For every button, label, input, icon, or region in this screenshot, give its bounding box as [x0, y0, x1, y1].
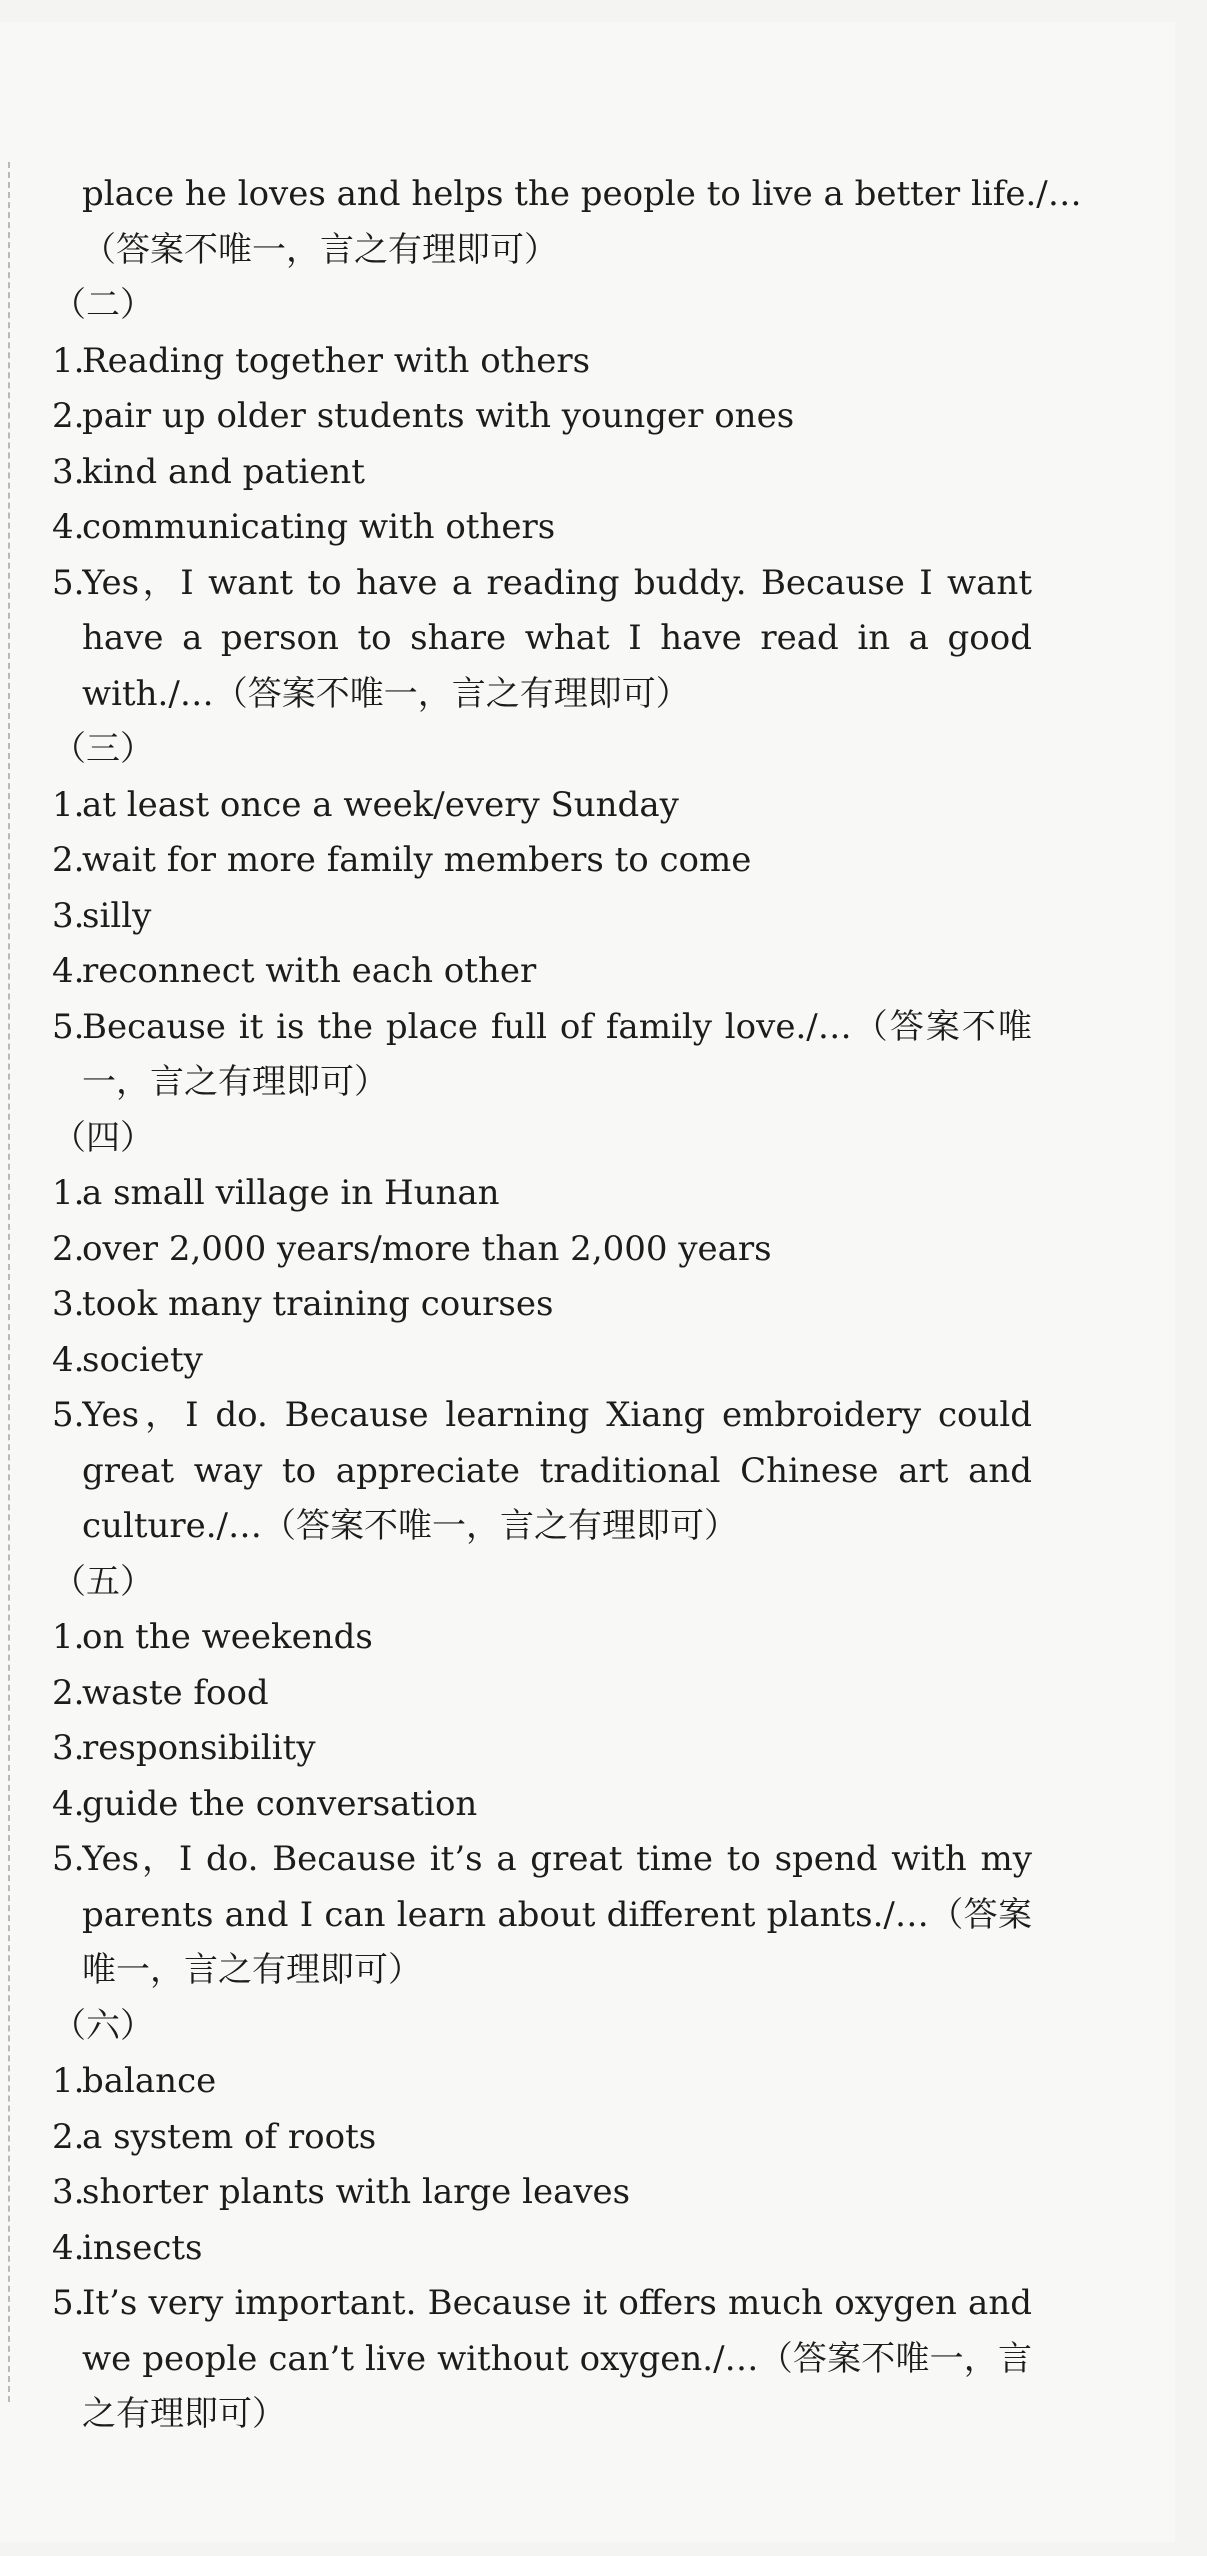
answer-item	[52, 889, 1032, 945]
answer-text: place he loves and helps the people to live a better life./…	[82, 174, 1082, 214]
answer-number: 4.	[52, 1783, 85, 1824]
section-heading	[52, 1555, 1032, 1611]
dashed-cut-line	[8, 162, 10, 2402]
answer-text: culture./…（答案不唯一，言之有理即可）	[82, 1506, 739, 1546]
answer-continuation	[52, 1943, 1032, 1999]
answer-number: 1.	[52, 1173, 85, 1213]
answer-number: 3.	[52, 895, 85, 936]
answer-text: have a person to share what I have read in a good	[82, 618, 1032, 658]
answer-text: took many training courses	[82, 1284, 554, 1324]
answer-item	[52, 445, 1032, 501]
answer-item	[52, 1388, 1032, 1444]
section-heading	[52, 1111, 1032, 1167]
answer-text: balance	[82, 2061, 217, 2101]
answer-item	[52, 944, 1032, 1000]
answer-number: 2.	[52, 2116, 85, 2157]
answer-item	[52, 2276, 1032, 2332]
answer-continuation	[52, 1444, 1032, 1500]
answer-continuation	[52, 1499, 1032, 1555]
answer-item	[52, 1277, 1032, 1333]
answer-text: society	[82, 1339, 203, 1380]
answer-continuation	[52, 223, 1032, 279]
section-label: （六）	[52, 2005, 154, 2046]
answer-number: 5.	[52, 1395, 85, 1435]
answer-text: It’s very important. Because it offers much oxygen and	[82, 2283, 1032, 2323]
answer-text: 唯一，言之有理即可）	[82, 1950, 422, 1990]
answer-text: a system of roots	[82, 2116, 377, 2157]
answer-text: Yes，I do. Because it’s a great time to spend with my	[82, 1839, 1032, 1879]
answer-number: 5.	[52, 1839, 85, 1879]
answer-item	[52, 334, 1032, 390]
answer-text: Reading together with others	[82, 340, 591, 381]
answer-number: 1.	[52, 1617, 85, 1657]
section-heading	[52, 278, 1032, 334]
answer-number: 1.	[52, 2061, 85, 2101]
answer-number: 4.	[52, 507, 85, 547]
answer-continuation	[52, 1055, 1032, 1111]
answer-text: reconnect with each other	[82, 951, 537, 991]
answer-number: 4.	[52, 2227, 85, 2268]
answer-continuation	[52, 167, 1082, 223]
answer-number: 2.	[52, 396, 85, 436]
answer-number: 5.	[52, 562, 85, 603]
answer-item	[52, 833, 1032, 889]
answer-text: Because it is the place full of family love./…（答案不唯	[82, 1006, 1032, 1047]
answer-number: 1.	[52, 340, 85, 381]
answer-number: 2.	[52, 840, 85, 880]
answer-item	[52, 556, 1032, 612]
answer-item	[52, 2110, 1032, 2166]
answer-number: 2.	[52, 1672, 85, 1713]
answer-number: 5.	[52, 1006, 85, 1047]
answer-text: with./…（答案不唯一，言之有理即可）	[82, 673, 690, 714]
answer-item	[52, 389, 1032, 445]
answer-text: waste food	[82, 1672, 269, 1713]
answer-sheet	[0, 22, 1175, 2542]
answer-number: 5.	[52, 2283, 85, 2323]
answer-item	[52, 1610, 1032, 1666]
answer-text: insects	[82, 2227, 203, 2268]
answer-text: parents and I can learn about different plants./…（答案	[82, 1894, 1032, 1935]
answer-number: 1.	[52, 784, 85, 825]
section-label: （四）	[52, 1117, 154, 1158]
answer-text: guide the conversation	[82, 1783, 478, 1824]
answer-number: 3.	[52, 2172, 85, 2212]
answer-item	[52, 2165, 1032, 2221]
answer-text: communicating with others	[82, 507, 556, 547]
answer-item	[52, 1000, 1032, 1056]
answer-item	[52, 2054, 1032, 2110]
answer-continuation	[52, 2387, 1032, 2443]
answer-text-block	[52, 167, 1082, 2443]
answer-item	[52, 1832, 1032, 1888]
answer-text: Yes，I do. Because learning Xiang embroidery could	[82, 1395, 1032, 1435]
answer-item	[52, 1333, 1032, 1389]
answer-text: pair up older students with younger ones	[82, 396, 795, 436]
answer-item	[52, 1721, 1032, 1777]
answer-continuation	[52, 1888, 1032, 1944]
section-heading	[52, 722, 1032, 778]
answer-item	[52, 500, 1032, 556]
answer-text: over 2,000 years/more than 2,000 years	[82, 1228, 772, 1269]
answer-number: 3.	[52, 1728, 85, 1768]
answer-number: 4.	[52, 951, 85, 991]
section-label: （三）	[52, 729, 154, 769]
answer-text: 之有理即可）	[82, 2394, 286, 2434]
answer-item	[52, 2221, 1032, 2277]
answer-continuation	[52, 611, 1032, 667]
answer-text: we people can’t live without oxygen./…（答案不唯一，言	[82, 2338, 1032, 2379]
answer-text: shorter plants with large leaves	[82, 2172, 631, 2212]
answer-text: wait for more family members to come	[82, 840, 752, 880]
answer-continuation	[52, 2332, 1032, 2388]
answer-text: a small village in Hunan	[82, 1173, 500, 1213]
section-label: （二）	[52, 285, 154, 325]
answer-number: 2.	[52, 1228, 85, 1269]
answer-number: 3.	[52, 451, 85, 492]
answer-number: 4.	[52, 1339, 85, 1380]
answer-item	[52, 1166, 1032, 1222]
answer-text: Yes，I want to have a reading buddy. Because I want	[82, 562, 1032, 603]
answer-item	[52, 1666, 1032, 1722]
answer-text: on the weekends	[82, 1617, 373, 1657]
answer-item	[52, 1777, 1032, 1833]
answer-text: kind and patient	[82, 451, 365, 492]
answer-text: responsibility	[82, 1728, 316, 1768]
section-heading	[52, 1999, 1032, 2055]
section-label: （五）	[52, 1561, 154, 1602]
answer-text: great way to appreciate traditional Chinese art and	[82, 1450, 1032, 1491]
answer-text: at least once a week/every Sunday	[82, 784, 679, 825]
answer-item	[52, 1222, 1032, 1278]
answer-item	[52, 778, 1032, 834]
answer-continuation	[52, 667, 1032, 723]
answer-text: silly	[82, 895, 152, 936]
answer-text: 一，言之有理即可）	[82, 1062, 388, 1102]
answer-text: （答案不唯一，言之有理即可）	[82, 229, 558, 270]
answer-number: 3.	[52, 1284, 85, 1324]
